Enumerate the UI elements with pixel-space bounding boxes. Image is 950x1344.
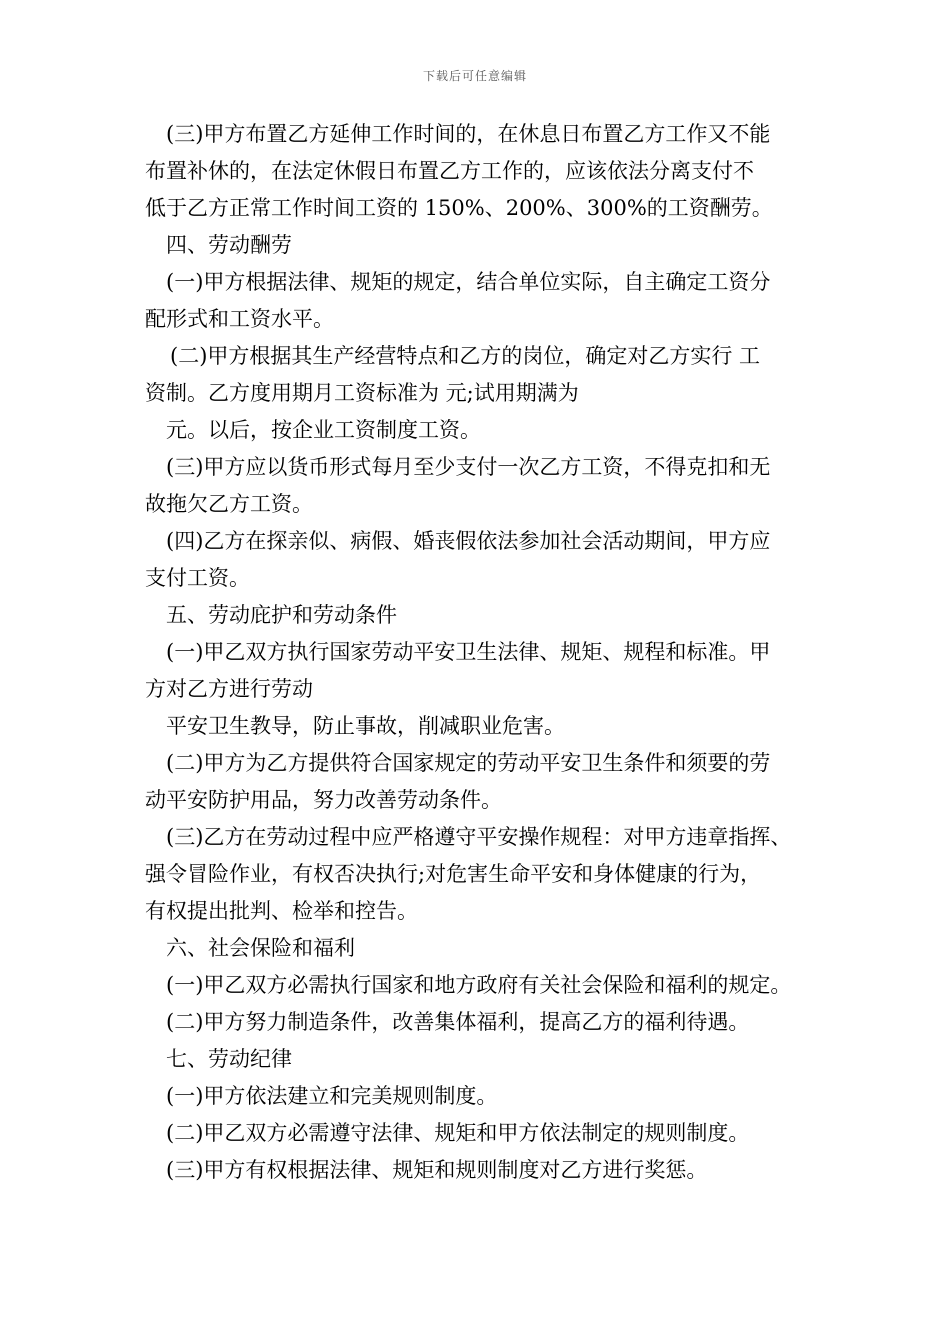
document-body bbox=[145, 116, 825, 1189]
text-line: 方对乙方进行劳动 bbox=[145, 677, 313, 701]
text-line: (四)乙方在探亲似、病假、婚丧假依法参加社会活动期间，甲方应 bbox=[166, 529, 771, 553]
text-line: (一)甲乙双方必需执行国家和地方政府有关社会保险和福利的规定。 bbox=[166, 973, 792, 997]
text-line: (三)甲方布置乙方延伸工作时间的，在休息日布置乙方工作又不能 bbox=[166, 122, 771, 146]
text-line: 配形式和工资水平。 bbox=[145, 307, 334, 331]
section-heading: 四、劳动酬劳 bbox=[166, 233, 292, 257]
text-line: (三)乙方在劳动过程中应严格遵守平安操作规程：对甲方违章指挥、 bbox=[166, 825, 792, 849]
text-line: (二)甲方根据其生产经营特点和乙方的岗位，确定对乙方实行 工 bbox=[170, 344, 761, 368]
text-line: 平安卫生教导，防止事故，削减职业危害。 bbox=[166, 714, 565, 738]
text-line: 故拖欠乙方工资。 bbox=[145, 492, 313, 516]
text-line: (二)甲方为乙方提供符合国家规定的劳动平安卫生条件和须要的劳 bbox=[166, 751, 771, 775]
text-line: 资制。乙方度用期月工资标准为 元;试用期满为 bbox=[145, 381, 579, 405]
text-line: 低于乙方正常工作时间工资的 150%、200%、300%的工资酬劳。 bbox=[145, 196, 773, 220]
page-header-note: 下载后可任意编辑 bbox=[422, 69, 527, 83]
text-line: 支付工资。 bbox=[145, 566, 250, 590]
text-line: (二)甲方努力制造条件，改善集体福利，提高乙方的福利待遇。 bbox=[166, 1010, 750, 1034]
text-line: (一)甲方根据法律、规矩的规定，结合单位实际，自主确定工资分 bbox=[166, 270, 771, 294]
text-line: (二)甲乙双方必需遵守法律、规矩和甲方依法制定的规则制度。 bbox=[166, 1121, 750, 1145]
text-line: (三)甲方应以货币形式每月至少支付一次乙方工资，不得克扣和无 bbox=[166, 455, 771, 479]
text-line: (一)甲方依法建立和完美规则制度。 bbox=[166, 1084, 498, 1108]
text-line: 有权提出批判、检举和控告。 bbox=[145, 899, 418, 923]
text-line: (三)甲方有权根据法律、规矩和规则制度对乙方进行奖惩。 bbox=[166, 1158, 708, 1182]
text-line: 元。以后，按企业工资制度工资。 bbox=[166, 418, 481, 442]
text-line: 动平安防护用品，努力改善劳动条件。 bbox=[145, 788, 502, 812]
text-line: (一)甲乙双方执行国家劳动平安卫生法律、规矩、规程和标准。甲 bbox=[166, 640, 771, 664]
text-line: 布置补休的，在法定休假日布置乙方工作的，应该依法分离支付不 bbox=[145, 159, 754, 183]
section-heading: 五、劳动庇护和劳动条件 bbox=[166, 603, 397, 627]
section-heading: 六、社会保险和福利 bbox=[166, 936, 355, 960]
section-heading: 七、劳动纪律 bbox=[166, 1047, 292, 1071]
text-line: 强令冒险作业，有权否决执行;对危害生命平安和身体健康的行为， bbox=[145, 862, 762, 886]
